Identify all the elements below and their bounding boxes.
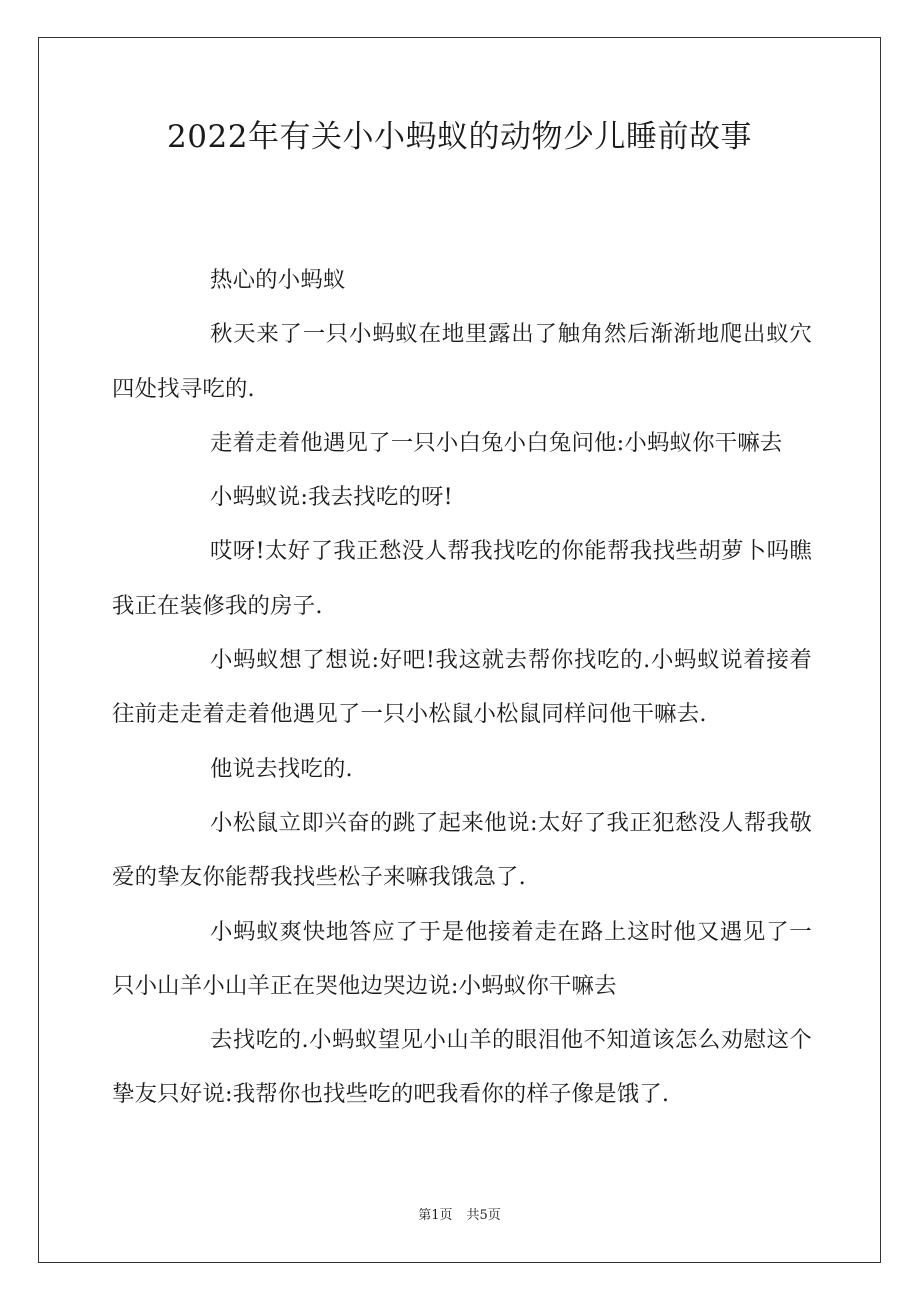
paragraph: 小松鼠立即兴奋的跳了起来他说:太好了我正犯愁没人帮我敬爱的挚友你能帮我找些松子来嘛我饿急了. — [112, 809, 812, 891]
current-page-number: 第1页 — [418, 1208, 453, 1223]
paragraph: 小蚂蚁说:我去找吃的呀! — [210, 484, 453, 511]
paragraph: 小蚂蚁想了想说:好吧!我这就去帮你找吃的.小蚂蚁说着接着往前走走着走着他遇见了一只小松鼠小松鼠同样问他干嘛去. — [112, 647, 812, 728]
paragraph: 他说去找吃的. — [210, 755, 353, 782]
paragraph: 走着走着他遇见了一只小白兔小白兔问他:小蚂蚁你干嘛去 — [210, 429, 783, 456]
paragraph-subtitle: 热心的小蚂蚁 — [210, 267, 346, 293]
total-pages: 共5页 — [466, 1208, 501, 1223]
page-footer — [38, 1207, 881, 1225]
paragraph: 小蚂蚁爽快地答应了于是他接着走在路上这时他又遇见了一只小山羊小山羊正在哭他边哭边说:小蚂蚁你干嘛去 — [112, 918, 812, 999]
paragraph: 秋天来了一只小蚂蚁在地里露出了触角然后渐渐地爬出蚁穴四处找寻吃的. — [112, 321, 812, 402]
paragraph: 哎呀!太好了我正愁没人帮我找吃的你能帮我找些胡萝卜吗瞧我正在装修我的房子. — [112, 538, 812, 619]
document-body — [112, 253, 812, 1122]
document-title: 2022年有关小小蚂蚁的动物少儿睡前故事 — [167, 119, 752, 155]
paragraph: 去找吃的.小蚂蚁望见小山羊的眼泪他不知道该怎么劝慰这个挚友只好说:我帮你也找些吃的吧我看你的样子像是饿了. — [112, 1027, 812, 1108]
